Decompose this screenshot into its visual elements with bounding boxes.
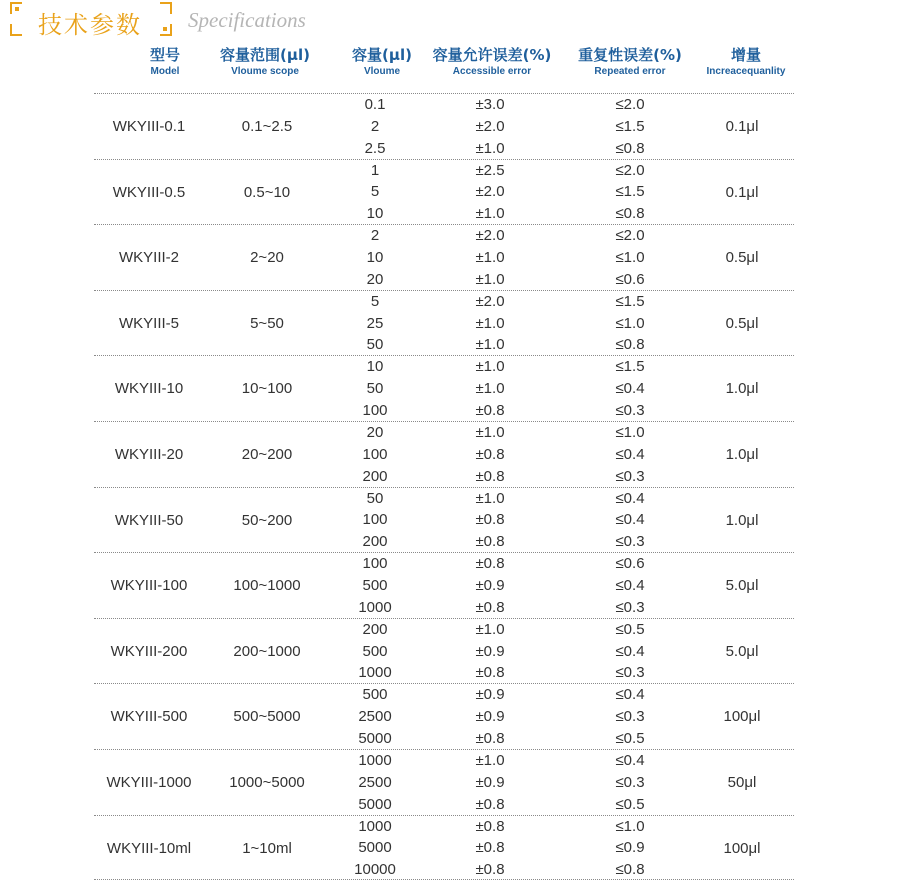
accessible-error-cell: ±2.5: [475, 161, 505, 179]
frame-corner-icon: [10, 24, 22, 36]
column-header-volume: [338, 46, 426, 78]
repeated-error-cell: ≤2.0: [615, 161, 645, 179]
table-row: [94, 159, 794, 225]
table-subrow: [94, 269, 794, 291]
increment-cell: 0.1μl: [725, 118, 759, 135]
increment-cell: 50μl: [727, 773, 757, 791]
repeated-error-cell: ≤1.0: [615, 423, 645, 441]
increment-cell: 1.0μl: [725, 511, 759, 529]
repeated-error-cell: ≤0.4: [615, 380, 645, 398]
volume-scope-cell: 0.1~2.5: [241, 118, 293, 135]
table-subrow: [94, 378, 794, 400]
accessible-error-cell: ±0.8: [475, 533, 505, 551]
model-cell: WKYIII-5: [118, 314, 179, 332]
volume-scope-cell: 0.5~10: [243, 183, 291, 201]
frame-dot-icon: [15, 7, 19, 11]
volume-cell: 10: [366, 248, 384, 266]
table-subrow: [94, 575, 794, 597]
volume-cell: 500: [362, 642, 388, 660]
accessible-error-cell: ±1.0: [475, 314, 505, 332]
volume-scope-cell: 10~100: [241, 380, 293, 398]
accessible-error-cell: ±2.0: [475, 292, 505, 310]
column-header-repeated-error: [564, 46, 696, 78]
table-subrow: [94, 509, 794, 531]
table-subrow: [94, 138, 794, 160]
accessible-error-cell: ±0.9: [475, 642, 505, 660]
volume-cell: 20: [366, 270, 384, 288]
volume-cell: 10000: [354, 861, 396, 879]
table-subrow: [94, 313, 794, 335]
volume-cell: 100: [362, 445, 388, 463]
repeated-error-cell: ≤0.3: [615, 598, 645, 616]
table-subrow: [94, 422, 794, 444]
table-subrow: [94, 816, 794, 838]
volume-cell: 2500: [358, 773, 392, 791]
frame-dot-icon: [163, 27, 167, 31]
repeated-error-cell: ≤0.8: [615, 336, 645, 354]
repeated-error-cell: ≤0.8: [615, 139, 645, 157]
accessible-error-cell: ±1.0: [475, 358, 505, 376]
repeated-error-cell: ≤0.5: [615, 795, 645, 813]
table-subrow: [94, 203, 794, 225]
increment-cell: 100μl: [723, 839, 761, 857]
accessible-error-cell: ±0.8: [475, 839, 505, 857]
table-subrow: [94, 116, 794, 138]
volume-cell: 10: [366, 205, 384, 223]
table-subrow: [94, 531, 794, 553]
model-cell: WKYIII-500: [110, 708, 188, 726]
column-header-cn: 型号: [149, 46, 180, 64]
volume-cell: 50: [366, 336, 384, 354]
volume-cell: 1000: [358, 817, 392, 835]
model-cell: WKYIII-0.5: [112, 183, 186, 201]
repeated-error-cell: ≤1.5: [615, 358, 645, 376]
repeated-error-cell: ≤1.5: [615, 183, 645, 201]
repeated-error-cell: ≤0.4: [615, 445, 645, 463]
accessible-error-cell: ±0.8: [475, 555, 505, 573]
column-header-accessible-error: [422, 46, 562, 78]
repeated-error-cell: ≤0.3: [615, 708, 645, 726]
increment-cell: 1.0μl: [725, 380, 759, 398]
volume-cell: 2: [370, 117, 380, 135]
repeated-error-cell: ≤0.3: [615, 467, 645, 485]
volume-cell: 1000: [358, 751, 392, 769]
model-cell: WKYIII-200: [110, 642, 188, 660]
model-cell: WKYIII-1000: [106, 773, 192, 791]
table-subrow: [94, 181, 794, 203]
repeated-error-cell: ≤0.4: [615, 511, 645, 529]
volume-scope-cell: 1~10ml: [242, 839, 292, 857]
table-row: [94, 683, 794, 749]
column-header-en: Accessible error: [452, 66, 532, 77]
repeated-error-cell: ≤1.0: [615, 817, 645, 835]
table-subrow: [94, 859, 794, 881]
volume-cell: 5000: [358, 729, 392, 747]
volume-cell: 2.5: [364, 139, 386, 157]
column-header-en: Vloume scope: [231, 66, 299, 77]
title-frame: [10, 2, 170, 39]
accessible-error-cell: ±0.8: [475, 598, 505, 616]
accessible-error-cell: ±1.0: [475, 139, 505, 157]
volume-cell: 5000: [358, 795, 392, 813]
accessible-error-cell: ±0.9: [475, 773, 505, 791]
repeated-error-cell: ≤1.0: [615, 248, 645, 266]
table-row: [94, 290, 794, 356]
repeated-error-cell: ≤0.9: [615, 839, 645, 857]
accessible-error-cell: ±0.8: [475, 729, 505, 747]
column-header-en: Increacequanlity: [706, 66, 786, 77]
repeated-error-cell: ≤0.6: [615, 270, 645, 288]
volume-cell: 10: [366, 358, 384, 376]
accessible-error-cell: ±1.0: [475, 336, 505, 354]
model-cell: WKYIII-10: [114, 380, 184, 398]
model-cell: WKYIII-10ml: [106, 839, 192, 857]
repeated-error-cell: ≤0.4: [615, 686, 645, 704]
volume-cell: 2500: [358, 708, 392, 726]
table-subrow: [94, 488, 794, 510]
repeated-error-cell: ≤0.6: [615, 555, 645, 573]
repeated-error-cell: ≤0.4: [615, 642, 645, 660]
table-row: [94, 552, 794, 618]
volume-scope-cell: 100~1000: [233, 577, 301, 595]
volume-cell: 5000: [358, 839, 392, 857]
model-cell: WKYIII-20: [114, 445, 184, 463]
repeated-error-cell: ≤0.3: [615, 533, 645, 551]
accessible-error-cell: ±2.0: [475, 227, 505, 245]
volume-cell: 200: [362, 620, 388, 638]
accessible-error-cell: ±0.8: [475, 817, 505, 835]
volume-cell: 20: [366, 423, 384, 441]
table-subrow: [94, 466, 794, 488]
table-subrow: [94, 641, 794, 663]
accessible-error-cell: ±0.8: [475, 664, 505, 682]
repeated-error-cell: ≤0.3: [615, 773, 645, 791]
increment-cell: 0.1μl: [725, 183, 759, 201]
volume-cell: 100: [362, 511, 388, 529]
column-header-cn: 增量: [730, 46, 761, 64]
model-cell: WKYIII-2: [118, 249, 179, 267]
repeated-error-cell: ≤2.0: [615, 96, 645, 113]
model-cell: WKYIII-100: [110, 577, 188, 595]
table-row: [94, 93, 794, 159]
column-header-cn: 重复性误差(%): [578, 46, 682, 64]
table-subrow: [94, 772, 794, 794]
volume-cell: 50: [366, 489, 384, 507]
repeated-error-cell: ≤0.3: [615, 664, 645, 682]
accessible-error-cell: ±1.0: [475, 248, 505, 266]
table-subrow: [94, 247, 794, 269]
volume-cell: 500: [362, 686, 388, 704]
volume-cell: 5: [370, 183, 380, 201]
table-subrow: [94, 444, 794, 466]
repeated-error-cell: ≤0.4: [615, 489, 645, 507]
table-row: [94, 421, 794, 487]
table-subrow: [94, 728, 794, 750]
accessible-error-cell: ±2.0: [475, 183, 505, 201]
table-subrow: [94, 225, 794, 247]
table-subrow: [94, 356, 794, 378]
repeated-error-cell: ≤0.3: [615, 401, 645, 419]
volume-scope-cell: 20~200: [241, 445, 293, 463]
increment-cell: 0.5μl: [725, 249, 759, 267]
volume-cell: 0.1: [364, 96, 386, 113]
volume-cell: 25: [366, 314, 384, 332]
accessible-error-cell: ±0.8: [475, 445, 505, 463]
table-subrow: [94, 750, 794, 772]
accessible-error-cell: ±0.8: [475, 401, 505, 419]
table-row: [94, 487, 794, 553]
volume-cell: 1000: [358, 664, 392, 682]
column-header-en: Model: [150, 66, 180, 77]
table-subrow: [94, 160, 794, 182]
repeated-error-cell: ≤0.5: [615, 620, 645, 638]
model-cell: WKYIII-0.1: [112, 118, 186, 135]
accessible-error-cell: ±0.9: [475, 708, 505, 726]
accessible-error-cell: ±0.9: [475, 686, 505, 704]
table-row: [94, 224, 794, 290]
accessible-error-cell: ±0.9: [475, 576, 505, 594]
volume-cell: 100: [362, 401, 388, 419]
increment-cell: 100μl: [723, 708, 761, 726]
accessible-error-cell: ±1.0: [475, 489, 505, 507]
table-subrow: [94, 706, 794, 728]
section-header: [10, 2, 340, 40]
volume-cell: 1000: [358, 598, 392, 616]
page-subtitle: Specifications: [188, 8, 306, 32]
repeated-error-cell: ≤1.5: [615, 117, 645, 135]
table-subrow: [94, 94, 794, 116]
repeated-error-cell: ≤0.4: [615, 751, 645, 769]
volume-cell: 5: [370, 292, 380, 310]
increment-cell: 1.0μl: [725, 445, 759, 463]
accessible-error-cell: ±1.0: [475, 751, 505, 769]
model-cell: WKYIII-50: [114, 511, 184, 529]
volume-scope-cell: 50~200: [241, 511, 293, 529]
accessible-error-cell: ±1.0: [475, 270, 505, 288]
volume-cell: 200: [362, 467, 388, 485]
table-row: [94, 618, 794, 684]
column-header-en: Repeated error: [594, 66, 666, 77]
table-subrow: [94, 619, 794, 641]
increment-cell: 5.0μl: [725, 642, 759, 660]
volume-cell: 200: [362, 533, 388, 551]
volume-scope-cell: 500~5000: [233, 708, 301, 726]
repeated-error-cell: ≤1.0: [615, 314, 645, 332]
volume-cell: 2: [370, 227, 380, 245]
repeated-error-cell: ≤0.8: [615, 861, 645, 879]
column-header-model: [110, 46, 220, 78]
column-header-cn: 容量范围(μl): [220, 46, 310, 64]
table-subrow: [94, 334, 794, 356]
column-header-increment: [692, 46, 800, 78]
accessible-error-cell: ±0.8: [475, 795, 505, 813]
volume-scope-cell: 2~20: [250, 249, 284, 267]
table-subrow: [94, 794, 794, 816]
accessible-error-cell: ±3.0: [475, 96, 505, 113]
table-subrow: [94, 400, 794, 422]
volume-cell: 1: [370, 161, 380, 179]
increment-cell: 0.5μl: [725, 314, 759, 332]
volume-scope-cell: 200~1000: [233, 642, 301, 660]
page-title: 技术参数: [38, 11, 142, 39]
column-header-cn: 容量允许误差(%): [432, 46, 552, 64]
table-row: [94, 749, 794, 815]
repeated-error-cell: ≤0.5: [615, 729, 645, 747]
accessible-error-cell: ±1.0: [475, 205, 505, 223]
table-subrow: [94, 662, 794, 684]
table-subrow: [94, 837, 794, 859]
increment-cell: 5.0μl: [725, 577, 759, 595]
column-header-cn: 容量(μl): [352, 46, 412, 64]
accessible-error-cell: ±0.8: [475, 511, 505, 529]
accessible-error-cell: ±2.0: [475, 117, 505, 135]
table-row: [94, 815, 794, 881]
volume-cell: 50: [366, 380, 384, 398]
accessible-error-cell: ±1.0: [475, 620, 505, 638]
table-subrow: [94, 597, 794, 619]
repeated-error-cell: ≤0.4: [615, 576, 645, 594]
table-subrow: [94, 291, 794, 313]
volume-scope-cell: 1000~5000: [229, 773, 305, 791]
volume-scope-cell: 5~50: [250, 314, 284, 332]
accessible-error-cell: ±1.0: [475, 423, 505, 441]
column-header-scope: [205, 46, 325, 78]
volume-cell: 100: [362, 555, 388, 573]
table-subrow: [94, 684, 794, 706]
repeated-error-cell: ≤2.0: [615, 227, 645, 245]
accessible-error-cell: ±0.8: [475, 861, 505, 879]
table-subrow: [94, 553, 794, 575]
accessible-error-cell: ±0.8: [475, 467, 505, 485]
volume-cell: 500: [362, 576, 388, 594]
repeated-error-cell: ≤1.5: [615, 292, 645, 310]
accessible-error-cell: ±1.0: [475, 380, 505, 398]
column-header-en: Vloume: [363, 66, 401, 77]
table-row: [94, 355, 794, 421]
spec-table: [94, 93, 794, 880]
repeated-error-cell: ≤0.8: [615, 205, 645, 223]
frame-corner-icon: [160, 2, 172, 14]
